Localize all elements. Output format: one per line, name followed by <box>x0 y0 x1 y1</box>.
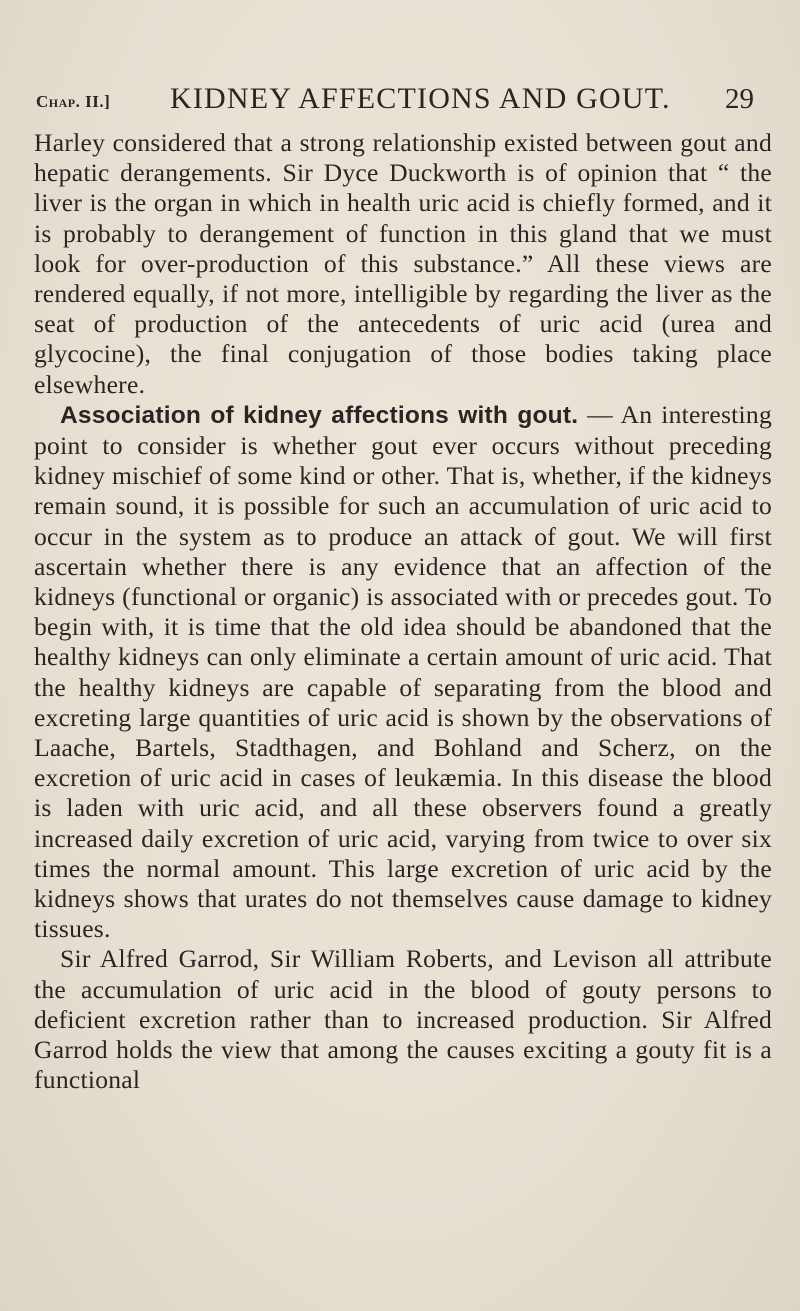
paragraph-2-text: An interesting point to consider is whether gout ever occurs without preceding kidney mischief of some kind or other. That is, whether, if the kidneys remain sound, it is possible for such an accumulation of uric acid to occur in the system as to produce an attack of gout. We will first ascertain whether there is any evidence that an affection of the kidneys (functional or organic) is associated with or precedes gout. To begin with, it is time that the old idea should be abandoned that the healthy kidneys can only eliminate a certain amount of uric acid. That the healthy kidneys are capable of separating from the blood and excreting large quantities of uric acid is shown by the observations of Laache, Bartels, Stadthagen, and Bohland and Scherz, on the excretion of uric acid in cases of leukæmia. In this disease the blood is laden with uric acid, and all these observers found a greatly increased daily excretion of uric acid, varying from twice to over six times the normal amount. This large excretion of uric acid by the kidneys shows that urates do not themselves cause damage to kidney tissues. <box>34 399 772 944</box>
chapter-label: Chap. II.] <box>36 92 111 111</box>
body-text <box>34 128 772 1096</box>
section-heading: Association of kidney affections with gout. <box>60 401 579 429</box>
page-number: 29 <box>725 83 754 115</box>
section-dash: — <box>578 399 621 429</box>
running-header <box>36 82 770 122</box>
running-title: KIDNEY AFFECTIONS AND GOUT. <box>170 82 671 115</box>
paragraph-1: Harley considered that a strong relationship existed between gout and hepatic derangements. Sir Dyce Duckworth is of opinion that “ the liver is the organ in which in health uric acid is chiefly formed, and it is probably to derangement of function in this gland that we must look for over-production of this substance.” All these views are rendered equally, if not more, intelligible by regarding the liver as the seat of production of the antecedents of uric acid (urea and glycocine), the final conjugation of those bodies taking place elsewhere. <box>34 128 772 399</box>
paragraph-3: Sir Alfred Garrod, Sir William Roberts, and Levison all attribute the accumulation of uric acid in the blood of gouty persons to deficient excretion rather than to increased production. Sir Alfred Garrod holds the view that among the causes exciting a gouty fit is a functional <box>34 944 772 1095</box>
paragraph-2 <box>34 400 772 945</box>
